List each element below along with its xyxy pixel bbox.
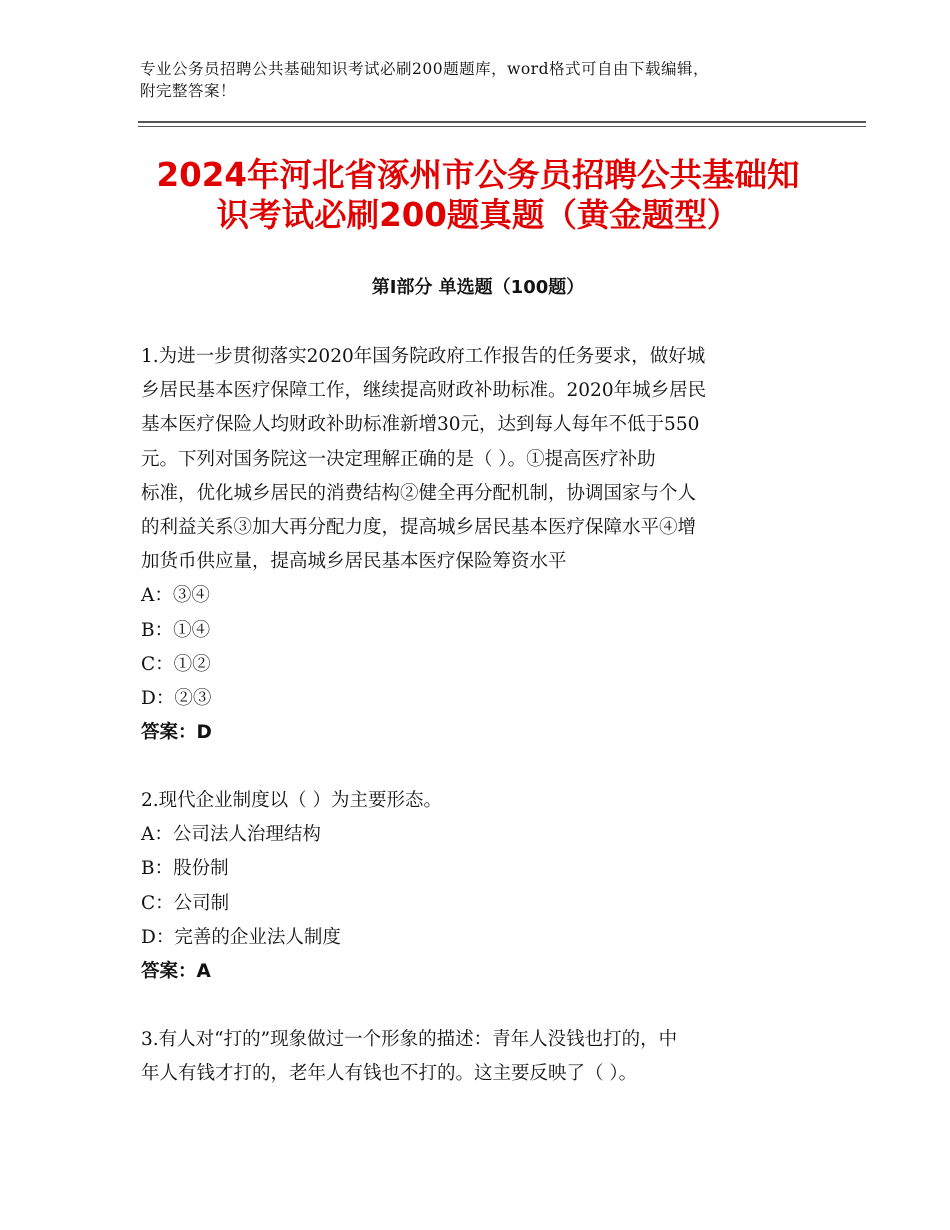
option-a: A：公司法人治理结构 bbox=[141, 824, 321, 846]
stem-line: 标准，优化城乡居民的消费结构②健全再分配机制，协调国家与个人 bbox=[141, 482, 697, 504]
document-title bbox=[138, 155, 818, 235]
question-3 bbox=[141, 1023, 821, 1091]
title-line: 2024年河北省涿州市公务员招聘公共基础知 bbox=[156, 156, 800, 194]
option-d: D：②③ bbox=[141, 688, 212, 710]
answer: 答案：A bbox=[141, 961, 211, 983]
stem-line: 元。下列对国务院这一决定理解正确的是（ ）。①提高医疗补助 bbox=[141, 448, 656, 470]
stem-line: 加货币供应量，提高城乡居民基本医疗保险筹资水平 bbox=[141, 551, 567, 573]
stem-line: 的利益关系③加大再分配力度，提高城乡居民基本医疗保障水平④增 bbox=[141, 517, 697, 539]
stem-line: 1.为进一步贯彻落实2020年国务院政府工作报告的任务要求，做好城 bbox=[141, 346, 706, 367]
answer: 答案：D bbox=[141, 722, 212, 744]
option-a: A：③④ bbox=[141, 585, 210, 607]
question-stem bbox=[141, 784, 821, 818]
title-line: 识考试必刷200题真题（黄金题型） bbox=[216, 196, 740, 234]
divider-thick bbox=[138, 121, 866, 123]
stem-line: 3.有人对“打的”现象做过一个形象的描述：青年人没钱也打的，中 bbox=[141, 1029, 678, 1050]
divider-thin bbox=[138, 126, 866, 127]
stem-line: 基本医疗保险人均财政补助标准新增30元，达到每人每年不低于550 bbox=[141, 414, 700, 436]
stem-line: 乡居民基本医疗保障工作，继续提高财政补助标准。2020年城乡居民 bbox=[141, 380, 707, 402]
option-c: C：①② bbox=[141, 653, 211, 675]
section-heading: 第I部分 单选题（100题） bbox=[371, 277, 585, 298]
question-2 bbox=[141, 784, 821, 989]
stem-line: 年人有钱才打的，老年人有钱也不打的。这主要反映了（ ）。 bbox=[141, 1063, 638, 1085]
stem-line: 2.现代企业制度以（ ）为主要形态。 bbox=[141, 790, 443, 811]
question-stem bbox=[141, 1023, 821, 1091]
header-note bbox=[140, 58, 840, 102]
option-c: C：公司制 bbox=[141, 892, 230, 914]
option-b: B：①④ bbox=[141, 619, 211, 641]
question-stem bbox=[141, 340, 821, 579]
header-note-line: 专业公务员招聘公共基础知识考试必刷200题题库，word格式可自由下载编辑， bbox=[140, 60, 710, 78]
option-b: B：股份制 bbox=[141, 858, 229, 880]
option-d: D：完善的企业法人制度 bbox=[141, 926, 341, 948]
question-1 bbox=[141, 340, 821, 750]
header-note-line: 附完整答案！ bbox=[140, 82, 237, 100]
